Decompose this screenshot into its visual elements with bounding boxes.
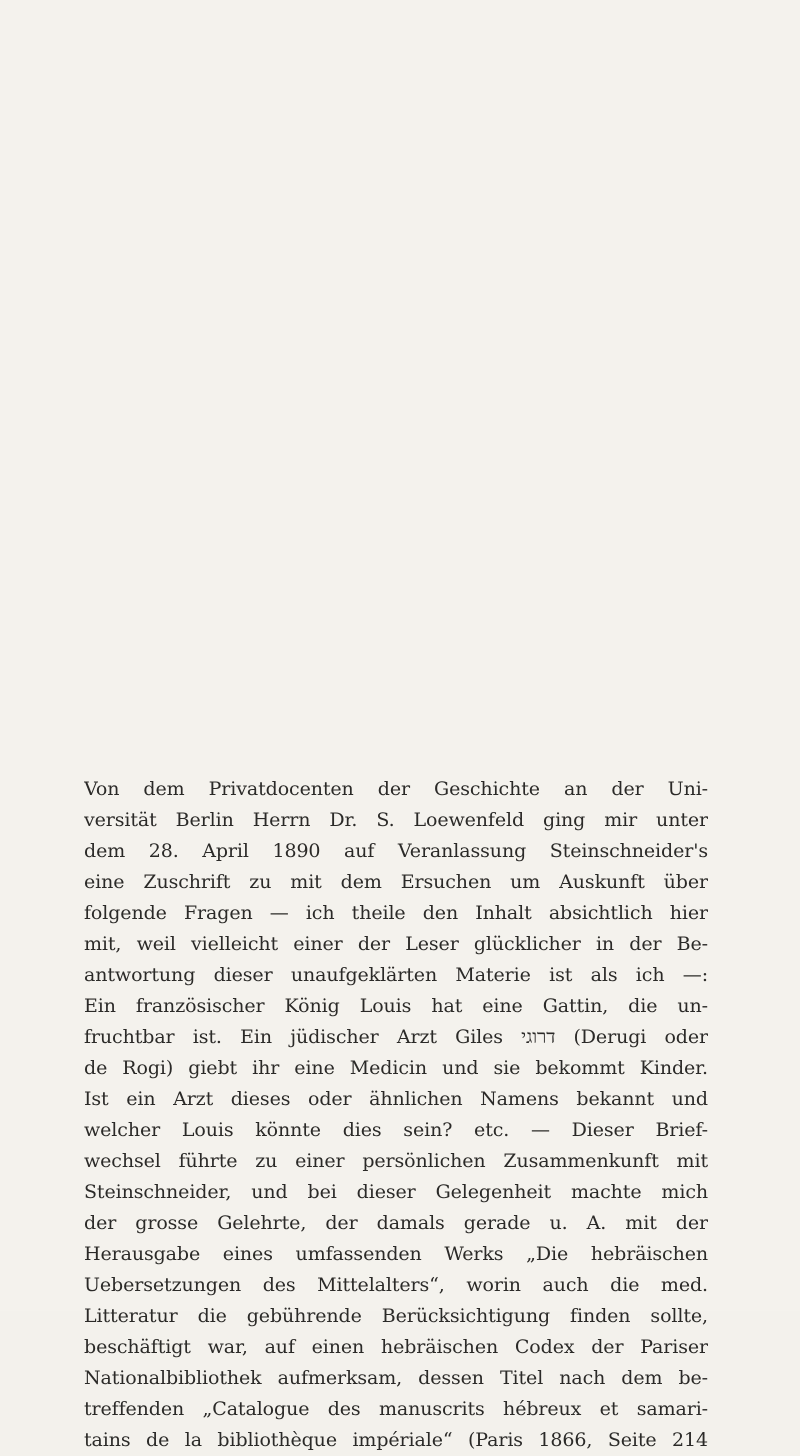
text-line: Ist ein Arzt dieses oder ähnlichen Namens bekannt und [84,1088,708,1110]
text-line: mit, weil vielleicht einer der Leser glücklicher in der Be- [84,933,708,955]
text-line: antwortung dieser unaufgeklärten Materie ist als ich —: [84,964,708,986]
text-line: Ein französischer König Louis hat eine Gattin, die un- [84,995,708,1017]
text-line: Herausgabe eines umfassenden Werks „Die hebräischen [84,1243,708,1265]
text-line: Von dem Privatdocenten der Geschichte an der Uni- [84,778,708,800]
text-line: Litteratur die gebührende Berücksichtigung finden sollte, [84,1305,708,1327]
text-line: der grosse Gelehrte, der damals gerade u. A. mit der [84,1212,708,1234]
text-line: de Rogi) giebt ihr eine Medicin und sie bekommt Kinder. [84,1057,708,1079]
text-line: treffenden „Catalogue des manuscrits hébreux et samari- [84,1398,708,1420]
text-line: versität Berlin Herrn Dr. S. Loewenfeld ging mir unter [84,809,708,831]
text-line: folgende Fragen — ich theile den Inhalt absichtlich hier [84,902,708,924]
text-line: welcher Louis könnte dies sein? etc. — Dieser Brief- [84,1119,708,1141]
body-text [84,774,708,1456]
text-line: dem 28. April 1890 auf Veranlassung Steinschneider's [84,840,708,862]
text-line: Uebersetzungen des Mittelalters“, worin auch die med. [84,1274,708,1296]
text-line: Steinschneider, und bei dieser Gelegenheit machte mich [84,1181,708,1203]
text-line: wechsel führte zu einer persönlichen Zusammenkunft mit [84,1150,708,1172]
text-line: eine Zuschrift zu mit dem Ersuchen um Auskunft über [84,871,708,893]
text-line: beschäftigt war, auf einen hebräischen Codex der Pariser [84,1336,708,1358]
text-line: tains de la bibliothèque impériale“ (Paris 1866, Seite 214 [84,1429,708,1451]
text-line: Nationalbibliothek aufmerksam, dessen Titel nach dem be- [84,1367,708,1389]
text-line: fruchtbar ist. Ein jüdischer Arzt Giles דרוגי (Derugi oder [84,1026,708,1048]
